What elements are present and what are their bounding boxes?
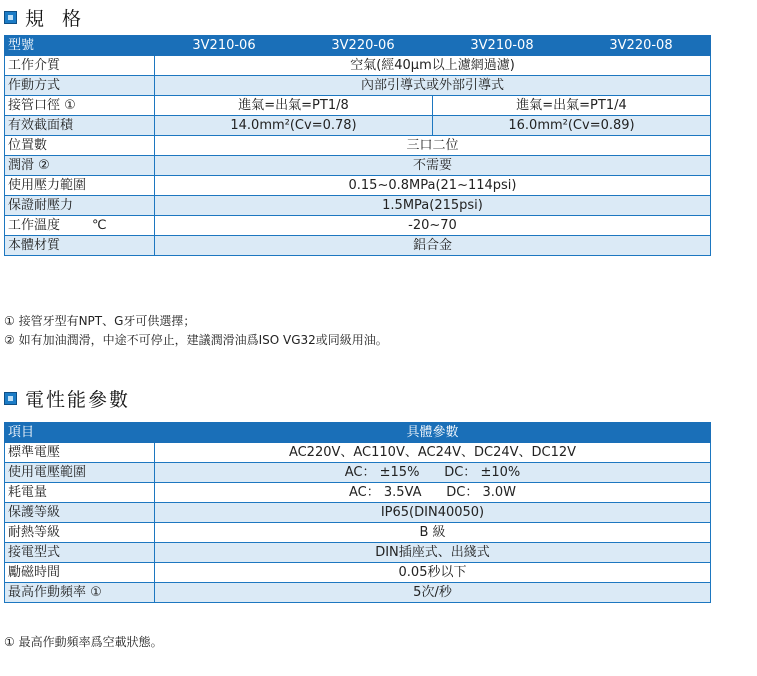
row-label: 耐熱等級	[5, 523, 155, 543]
row-value: AC220V、AC110V、AC24V、DC24V、DC12V	[155, 443, 711, 463]
spec-note-2: ② 如有加油潤滑，中途不可停止，建議潤滑油爲ISO VG32或同級用油。	[4, 333, 388, 347]
row-label: 位置數	[5, 136, 155, 156]
row-label: 最高作動頻率 ①	[5, 583, 155, 603]
electrical-note: ① 最高作動頻率爲空載狀態。	[4, 635, 163, 649]
header-3v220-08: 3V220-08	[572, 36, 711, 56]
table-row	[5, 583, 711, 603]
spec-table	[4, 35, 711, 256]
table-row	[5, 543, 711, 563]
header-3v220-06: 3V220-06	[294, 36, 433, 56]
row-value: B 級	[155, 523, 711, 543]
spec-section-title	[4, 4, 87, 31]
header-3v210-06: 3V210-06	[155, 36, 294, 56]
electrical-table	[4, 422, 711, 603]
row-value: 內部引導式或外部引導式	[155, 76, 711, 96]
row-label: 保證耐壓力	[5, 196, 155, 216]
row-value: 0.05秒以下	[155, 563, 711, 583]
row-value-06: 14.0mm²(Cv=0.78)	[155, 116, 433, 136]
row-value: DIN插座式、出綫式	[155, 543, 711, 563]
celsius-unit: ℃	[92, 217, 107, 233]
row-value: 1.5MPa(215psi)	[155, 196, 711, 216]
temp-label: 工作溫度	[8, 217, 61, 233]
table-row	[5, 443, 711, 463]
header-3v210-08: 3V210-08	[433, 36, 572, 56]
table-row	[5, 156, 711, 176]
square-bullet-icon	[4, 392, 17, 405]
spec-note-1: ① 接管牙型有NPT、G牙可供選擇；	[4, 314, 196, 328]
row-label: 接電型式	[5, 543, 155, 563]
electrical-title: 電性能參數	[25, 389, 131, 411]
table-row	[5, 96, 711, 116]
table-row	[5, 196, 711, 216]
table-row	[5, 76, 711, 96]
row-label	[5, 216, 155, 236]
table-row	[5, 523, 711, 543]
row-value: AC： ±15% DC： ±10%	[155, 463, 711, 483]
table-row	[5, 176, 711, 196]
row-label: 耗電量	[5, 483, 155, 503]
row-label: 勵磁時間	[5, 563, 155, 583]
row-label: 潤滑 ②	[5, 156, 155, 176]
table-row	[5, 56, 711, 76]
row-label: 使用電壓範圍	[5, 463, 155, 483]
table-row	[5, 236, 711, 256]
table-row	[5, 136, 711, 156]
row-label: 工作介質	[5, 56, 155, 76]
row-value-08: 16.0mm²(Cv=0.89)	[433, 116, 711, 136]
row-value: 空氣(經40μm以上濾網過濾)	[155, 56, 711, 76]
row-label: 保護等級	[5, 503, 155, 523]
row-label: 作動方式	[5, 76, 155, 96]
electrical-section-title	[4, 385, 130, 412]
row-value: -20~70	[155, 216, 711, 236]
row-label: 接管口徑 ①	[5, 96, 155, 116]
electrical-header-row	[5, 423, 711, 443]
row-value: 5次/秒	[155, 583, 711, 603]
header-parameter: 具體參數	[155, 423, 711, 443]
row-value: AC： 3.5VA DC： 3.0W	[155, 483, 711, 503]
row-value-06: 進氣=出氣=PT1/8	[155, 96, 433, 116]
row-value-08: 進氣=出氣=PT1/4	[433, 96, 711, 116]
table-row	[5, 463, 711, 483]
table-row	[5, 116, 711, 136]
row-value: 三口二位	[155, 136, 711, 156]
row-label: 使用壓力範圍	[5, 176, 155, 196]
row-value: 0.15~0.8MPa(21~114psi)	[155, 176, 711, 196]
header-model: 型號	[5, 36, 155, 56]
square-bullet-icon	[4, 11, 17, 24]
row-value: 鋁合金	[155, 236, 711, 256]
row-value: 不需要	[155, 156, 711, 176]
table-row	[5, 216, 711, 236]
header-item: 項目	[5, 423, 155, 443]
row-value: IP65(DIN40050)	[155, 503, 711, 523]
row-label: 本體材質	[5, 236, 155, 256]
row-label: 有效截面積	[5, 116, 155, 136]
spec-title: 規 格	[25, 8, 88, 30]
table-row	[5, 563, 711, 583]
row-label: 標準電壓	[5, 443, 155, 463]
table-row	[5, 503, 711, 523]
table-row	[5, 483, 711, 503]
spec-header-row	[5, 36, 711, 56]
